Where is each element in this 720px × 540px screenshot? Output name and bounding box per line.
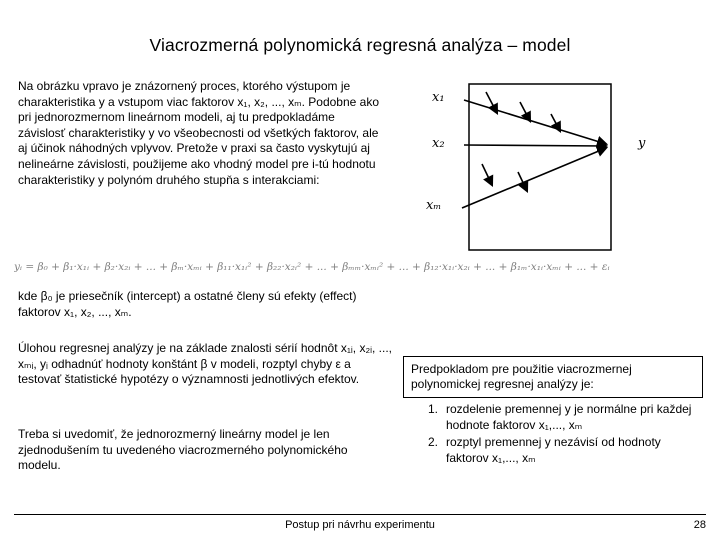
- note-paragraph: Treba si uvedomiť, že jednorozmerný lineárny model je len zjednodušením tu uvedeného viacrozmerného polynomického modelu.: [18, 427, 348, 473]
- diagram-input-xm-label: xₘ: [426, 198, 442, 213]
- regression-formula: yᵢ = β₀ + β₁·x₁ᵢ + β₂·x₂ᵢ + ... + βₘ·xₘᵢ + β₁₁·x₁ᵢ² + β₂₂·x₂ᵢ² + ... + βₘₘ·xₘᵢ² + ... + β₁₂·x₁ᵢ·x₂ᵢ + ... + β₁ₘ·x₁ᵢ·xₘᵢ + ... + εᵢ: [14, 261, 610, 273]
- diagram-input-x1-label: x₁: [432, 90, 445, 105]
- intro-paragraph: Na obrázku vpravo je znázornený proces, ktorého výstupom je charakteristika y a vstupom viac faktorov x₁, x₂, ..., xₘ. Podobne ako pri jednorozmernom lineárnom modeli, aj tu predpokladáme závislosť charakteristiky y vo všeobecnosti od všetkých faktorov, ale aj účinok náhodných vplyvov. Pretože v praxi sa často vyskytujú aj nelineárne závislosti, použijeme ako vhodný model pre i-tú hodnotu charakteristiky y polynóm druhého stupňa s interakciami:: [18, 79, 380, 187]
- arrow-x1-icon: [464, 100, 606, 144]
- intercept-paragraph: kde β₀ je priesečník (intercept) a ostatné členy sú efekty (effect) faktorov x₁, x₂, ..., xₘ.: [18, 289, 357, 319]
- list-item-text: rozdelenie premennej y je normálne pri každej hodnote faktorov x₁,..., xₘ: [446, 402, 692, 432]
- list-item: [428, 435, 706, 466]
- arrow-xm-icon: [462, 148, 606, 208]
- task-paragraph: Úlohou regresnej analýzy je na základe znalosti sérií hodnôt x₁ᵢ, x₂ᵢ, ..., xₘᵢ, yᵢ odhadnúť hodnoty konštánt β v modeli, rozptyl chyby ε a testovať štatistické hypotézy o významnosti jednotlivých efektov.: [18, 341, 393, 387]
- assumptions-list: [428, 402, 706, 468]
- footer-divider: [14, 514, 706, 515]
- page-title: Viacrozmerná polynomická regresná analýza – model: [149, 35, 571, 55]
- process-diagram-svg: [424, 80, 686, 260]
- list-item-text: rozptyl premennej y nezávisí od hodnoty faktorov x₁,..., xₘ: [446, 435, 661, 465]
- diagram-input-x2-label: x₂: [432, 136, 445, 151]
- list-item: [428, 402, 706, 433]
- arrow-x2-icon: [464, 145, 606, 146]
- footer-title: Postup pri návrhu experimentu: [285, 519, 435, 531]
- page-number: 28: [693, 519, 706, 531]
- assumptions-box: [403, 356, 703, 398]
- list-item-number: 2.: [428, 435, 439, 450]
- assumptions-box-text: Predpokladom pre použitie viacrozmernej polynomickej regresnej analýzy je:: [411, 362, 632, 391]
- random-influence-arrow-icon: [482, 164, 492, 185]
- random-influence-arrow-icon: [486, 92, 497, 113]
- process-diagram: [424, 80, 686, 260]
- diagram-output-y-label: y: [638, 136, 646, 151]
- list-item-number: 1.: [428, 402, 439, 416]
